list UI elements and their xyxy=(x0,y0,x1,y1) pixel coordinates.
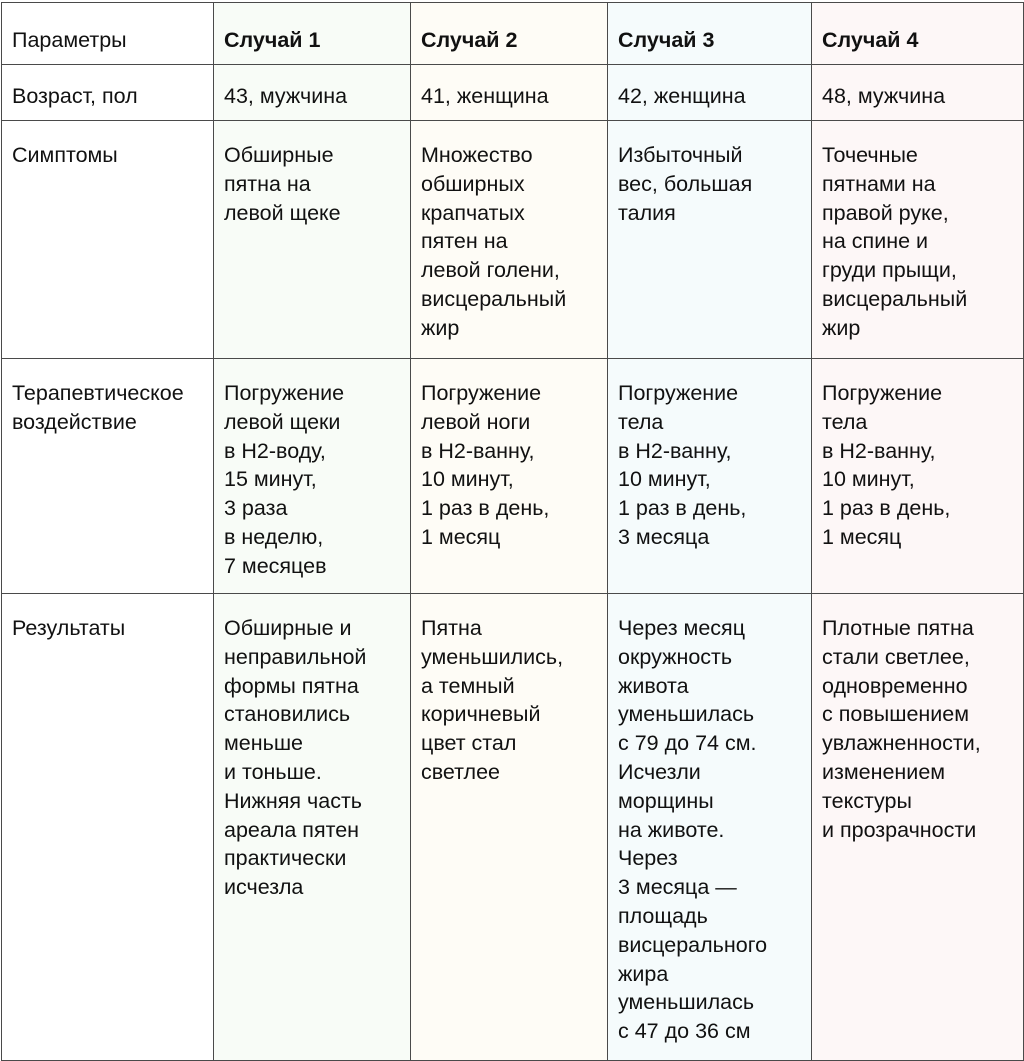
table-cell: 43, мужчина xyxy=(214,65,411,121)
table-row xyxy=(2,359,1024,594)
row-label-age-sex: Возраст, пол xyxy=(2,65,214,121)
table-cell: 48, мужчина xyxy=(812,65,1024,121)
table-cell: Обширные пятна на левой щеке xyxy=(214,121,411,359)
row-label-therapy: Терапевтическое воздействие xyxy=(2,359,214,594)
table-cell: Пятна уменьшились, а темный коричневый цвет стал светлее xyxy=(411,594,608,1061)
row-label-results: Результаты xyxy=(2,594,214,1061)
table-cell: Точечные пятнами на правой руке, на спине и груди прыщи, висцеральный жир xyxy=(812,121,1024,359)
table-cell: Погружение левой щеки в H2-воду, 15 минут, 3 раза в неделю, 7 месяцев xyxy=(214,359,411,594)
header-row xyxy=(2,3,1024,65)
header-parameters: Параметры xyxy=(2,3,214,65)
table-cell: Через месяц окружность живота уменьшилась с 79 до 74 см. Исчезли морщины на животе. Через 3 месяца — площадь висцерального жира уменьшилась с 47 до 36 см xyxy=(608,594,812,1061)
table-cell: 41, женщина xyxy=(411,65,608,121)
header-case-4: Случай 4 xyxy=(812,3,1024,65)
table-cell: Погружение тела в H2-ванну, 10 минут, 1 раз в день, 1 месяц xyxy=(812,359,1024,594)
table-cell: Множество обширных крапчатых пятен на левой голени, висцеральный жир xyxy=(411,121,608,359)
cases-table xyxy=(1,2,1024,1061)
table-cell: Погружение левой ноги в H2-ванну, 10 минут, 1 раз в день, 1 месяц xyxy=(411,359,608,594)
table-cell: Обширные и неправильной формы пятна становились меньше и тоньше. Нижняя часть ареала пятен практически исчезла xyxy=(214,594,411,1061)
header-case-1: Случай 1 xyxy=(214,3,411,65)
header-case-3: Случай 3 xyxy=(608,3,812,65)
table-row xyxy=(2,594,1024,1061)
header-case-2: Случай 2 xyxy=(411,3,608,65)
table-cell: Плотные пятна стали светлее, одновременно с повышением увлажненности, изменением текстуры и прозрачности xyxy=(812,594,1024,1061)
table-row xyxy=(2,121,1024,359)
table-cell: Избыточный вес, большая талия xyxy=(608,121,812,359)
row-label-symptoms: Симптомы xyxy=(2,121,214,359)
table-cell: 42, женщина xyxy=(608,65,812,121)
table-row xyxy=(2,65,1024,121)
table-cell: Погружение тела в H2-ванну, 10 минут, 1 раз в день, 3 месяца xyxy=(608,359,812,594)
